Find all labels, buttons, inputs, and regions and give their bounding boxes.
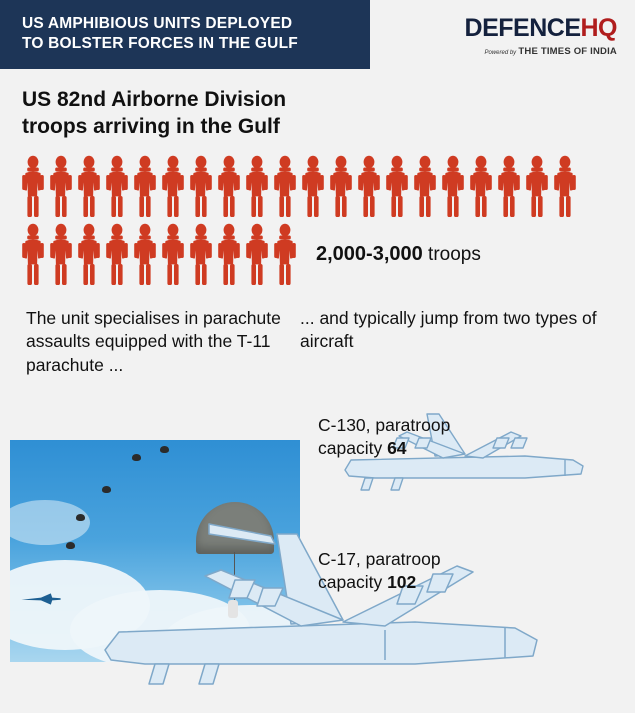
brand-powered-by: Powered by [484, 50, 517, 56]
distant-parachute-icon [132, 454, 141, 461]
header [0, 0, 635, 69]
soldier-icon [48, 155, 74, 219]
troops-label [316, 243, 481, 266]
page-title-line-1: US 82nd Airborne Division [22, 87, 287, 111]
column-right [300, 307, 635, 377]
c130-capacity-value: 64 [387, 438, 407, 459]
brand-publisher: THE TIMES OF INDIA [518, 46, 617, 57]
brand-publisher-line [465, 46, 617, 57]
distant-parachute-icon [102, 486, 111, 493]
soldier-icon [244, 155, 270, 219]
soldier-icon [300, 155, 326, 219]
left-paragraph: The unit specialises in parachute assaults equipped with the T-11 parachute ... [26, 307, 281, 375]
c130-caption [318, 414, 450, 461]
headline-line-1: US AMPHIBIOUS UNITS DEPLOYED [22, 15, 293, 32]
pictogram-row-2 [20, 223, 616, 287]
cloud-shape [10, 500, 90, 545]
distant-parachute-icon [160, 446, 169, 453]
soldier-icon [216, 223, 242, 287]
soldier-icon [524, 155, 550, 219]
soldier-icon [132, 223, 158, 287]
soldier-icon [188, 223, 214, 287]
soldier-icon [356, 155, 382, 219]
soldier-icon [244, 223, 270, 287]
brand-logo [465, 0, 635, 57]
soldier-icon [496, 155, 522, 219]
distant-parachute-icon [66, 542, 75, 549]
troops-value: 2,000-3,000 [316, 243, 423, 266]
pictogram-row-2-icons [20, 223, 298, 287]
soldier-icon [76, 223, 102, 287]
soldier-icon [384, 155, 410, 219]
soldier-icon [76, 155, 102, 219]
soldier-icon [440, 155, 466, 219]
c17-capacity-label: capacity [318, 572, 388, 593]
soldier-icon [104, 223, 130, 287]
c17-aircraft-illustration [85, 500, 625, 710]
distant-parachute-icon [76, 514, 85, 521]
right-paragraph: ... and typically jump from two types of aircraft [300, 307, 597, 352]
soldier-icon [160, 223, 186, 287]
brand-name-text: DEFENCE [464, 14, 581, 42]
soldier-icon [272, 155, 298, 219]
soldier-icon [104, 155, 130, 219]
headline [0, 0, 370, 69]
text-columns [0, 307, 635, 377]
c130-capacity-label: capacity [318, 438, 388, 459]
soldier-icon [216, 155, 242, 219]
soldier-icon [328, 155, 354, 219]
c17-capacity-value: 102 [387, 572, 417, 593]
footer-spacer [0, 687, 635, 713]
c17-name: C-17, paratroop [318, 549, 441, 569]
soldier-icon [272, 223, 298, 287]
soldier-icon [48, 223, 74, 287]
page-title-line-2: troops arriving in the Gulf [22, 114, 280, 138]
pictogram-chart [20, 155, 616, 287]
soldier-icon [160, 155, 186, 219]
brand-suffix: HQ [580, 14, 617, 42]
page-title [22, 87, 442, 141]
soldier-icon [20, 155, 46, 219]
soldier-icon [468, 155, 494, 219]
soldier-icon [552, 155, 578, 219]
brand-name [465, 14, 617, 43]
soldier-icon [188, 155, 214, 219]
pictogram-row-1 [20, 155, 616, 219]
airplane-silhouette-icon [18, 592, 64, 606]
troops-unit: troops [422, 244, 481, 266]
soldier-icon [20, 223, 46, 287]
soldier-icon [132, 155, 158, 219]
soldier-icon [412, 155, 438, 219]
c17-caption [318, 548, 441, 595]
column-left [0, 307, 300, 377]
headline-line-2: TO BOLSTER FORCES IN THE GULF [22, 35, 298, 53]
c130-name: C-130, paratroop [318, 415, 451, 435]
